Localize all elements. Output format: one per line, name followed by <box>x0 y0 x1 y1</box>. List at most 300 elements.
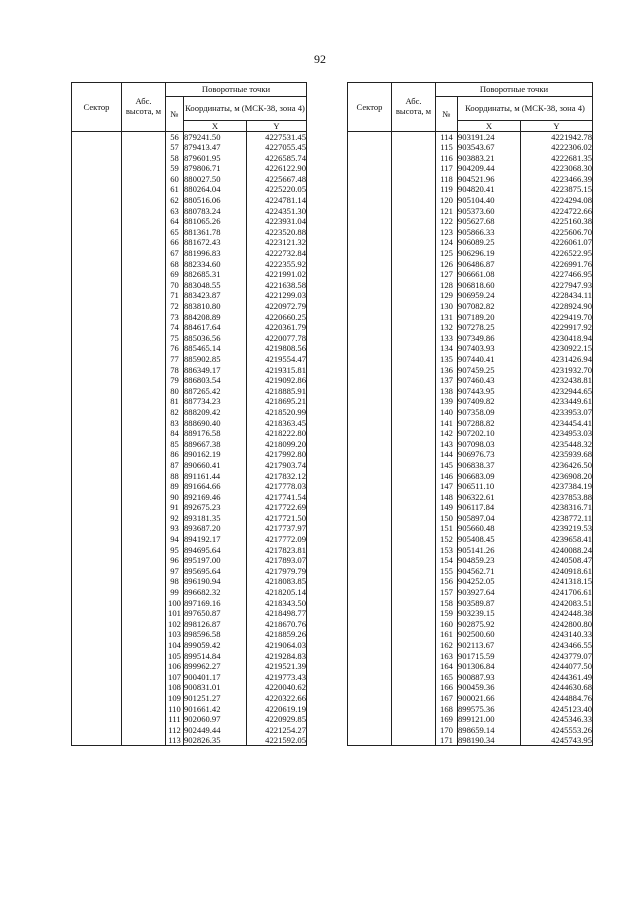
table-row <box>72 132 307 143</box>
point-number: 106 <box>166 661 184 672</box>
header-y: Y <box>247 121 307 132</box>
x-coordinate: 882685.31 <box>184 269 247 280</box>
x-coordinate: 884617.64 <box>184 322 247 333</box>
y-coordinate: 4226522.95 <box>521 248 593 259</box>
coordinates-table-right <box>347 82 593 746</box>
x-coordinate: 906683.09 <box>458 471 521 482</box>
y-coordinate: 4232438.81 <box>521 375 593 386</box>
point-number: 119 <box>436 184 458 195</box>
point-number: 169 <box>436 714 458 725</box>
y-coordinate: 4218343.50 <box>247 598 307 609</box>
y-coordinate: 4227055.45 <box>247 142 307 153</box>
point-number: 115 <box>436 142 458 153</box>
x-coordinate: 885036.56 <box>184 333 247 344</box>
y-coordinate: 4240508.47 <box>521 555 593 566</box>
point-number: 126 <box>436 259 458 270</box>
point-number: 163 <box>436 651 458 662</box>
y-coordinate: 4220322.66 <box>247 693 307 704</box>
y-coordinate: 4219773.43 <box>247 672 307 683</box>
x-coordinate: 879601.95 <box>184 153 247 164</box>
sector-cell <box>348 132 392 746</box>
x-coordinate: 905104.40 <box>458 195 521 206</box>
header-number: № <box>436 97 458 132</box>
x-coordinate: 893687.20 <box>184 523 247 534</box>
x-coordinate: 901306.84 <box>458 661 521 672</box>
point-number: 98 <box>166 576 184 587</box>
y-coordinate: 4237853.88 <box>521 492 593 503</box>
y-coordinate: 4222355.92 <box>247 259 307 270</box>
y-coordinate: 4222732.84 <box>247 248 307 259</box>
y-coordinate: 4231932.70 <box>521 365 593 376</box>
x-coordinate: 893181.35 <box>184 513 247 524</box>
x-coordinate: 895695.64 <box>184 566 247 577</box>
y-coordinate: 4236908.20 <box>521 471 593 482</box>
x-coordinate: 902500.60 <box>458 629 521 640</box>
x-coordinate: 886803.54 <box>184 375 247 386</box>
y-coordinate: 4242083.51 <box>521 598 593 609</box>
point-number: 96 <box>166 555 184 566</box>
point-number: 154 <box>436 555 458 566</box>
x-coordinate: 905897.04 <box>458 513 521 524</box>
y-coordinate: 4235939.68 <box>521 449 593 460</box>
x-coordinate: 882334.60 <box>184 259 247 270</box>
point-number: 74 <box>166 322 184 333</box>
point-number: 134 <box>436 343 458 354</box>
x-coordinate: 898126.87 <box>184 619 247 630</box>
point-number: 112 <box>166 725 184 736</box>
y-coordinate: 4218498.77 <box>247 608 307 619</box>
point-number: 158 <box>436 598 458 609</box>
x-coordinate: 883810.80 <box>184 301 247 312</box>
y-coordinate: 4244361.49 <box>521 672 593 683</box>
point-number: 124 <box>436 237 458 248</box>
y-coordinate: 4228924.90 <box>521 301 593 312</box>
y-coordinate: 4229917.92 <box>521 322 593 333</box>
y-coordinate: 4226991.76 <box>521 259 593 270</box>
y-coordinate: 4223931.04 <box>247 216 307 227</box>
header-coordinates: Координаты, м (МСК-38, зона 4) <box>458 97 593 121</box>
point-number: 133 <box>436 333 458 344</box>
point-number: 73 <box>166 312 184 323</box>
point-number: 97 <box>166 566 184 577</box>
y-coordinate: 4219284.83 <box>247 651 307 662</box>
y-coordinate: 4217832.12 <box>247 471 307 482</box>
y-coordinate: 4221638.58 <box>247 280 307 291</box>
x-coordinate: 899121.00 <box>458 714 521 725</box>
point-number: 72 <box>166 301 184 312</box>
x-coordinate: 902449.44 <box>184 725 247 736</box>
y-coordinate: 4220077.78 <box>247 333 307 344</box>
point-number: 161 <box>436 629 458 640</box>
point-number: 108 <box>166 682 184 693</box>
x-coordinate: 906117.84 <box>458 502 521 513</box>
x-coordinate: 905141.26 <box>458 545 521 556</box>
y-coordinate: 4230418.94 <box>521 333 593 344</box>
y-coordinate: 4244077.50 <box>521 661 593 672</box>
point-number: 88 <box>166 471 184 482</box>
x-coordinate: 907278.25 <box>458 322 521 333</box>
x-coordinate: 906818.60 <box>458 280 521 291</box>
coordinates-table-left <box>71 82 307 746</box>
y-coordinate: 4223875.15 <box>521 184 593 195</box>
point-number: 156 <box>436 576 458 587</box>
y-coordinate: 4242448.38 <box>521 608 593 619</box>
point-number: 111 <box>166 714 184 725</box>
y-coordinate: 4233449.61 <box>521 396 593 407</box>
y-coordinate: 4217722.69 <box>247 502 307 513</box>
x-coordinate: 900831.01 <box>184 682 247 693</box>
point-number: 68 <box>166 259 184 270</box>
point-number: 145 <box>436 460 458 471</box>
y-coordinate: 4224722.66 <box>521 206 593 217</box>
x-coordinate: 887734.23 <box>184 396 247 407</box>
x-coordinate: 904252.05 <box>458 576 521 587</box>
x-coordinate: 900021.66 <box>458 693 521 704</box>
y-coordinate: 4220361.79 <box>247 322 307 333</box>
x-coordinate: 902826.35 <box>184 735 247 746</box>
y-coordinate: 4217979.79 <box>247 566 307 577</box>
y-coordinate: 4219315.81 <box>247 365 307 376</box>
y-coordinate: 4233953.07 <box>521 407 593 418</box>
point-number: 147 <box>436 481 458 492</box>
y-coordinate: 4220972.79 <box>247 301 307 312</box>
y-coordinate: 4218520.99 <box>247 407 307 418</box>
point-number: 152 <box>436 534 458 545</box>
x-coordinate: 907288.82 <box>458 418 521 429</box>
x-coordinate: 906959.24 <box>458 290 521 301</box>
sector-cell <box>72 132 122 746</box>
y-coordinate: 4217778.03 <box>247 481 307 492</box>
x-coordinate: 899059.42 <box>184 640 247 651</box>
y-coordinate: 4217772.09 <box>247 534 307 545</box>
header-x: X <box>184 121 247 132</box>
point-number: 118 <box>436 174 458 185</box>
y-coordinate: 4223520.88 <box>247 227 307 238</box>
point-number: 116 <box>436 153 458 164</box>
y-coordinate: 4218695.21 <box>247 396 307 407</box>
x-coordinate: 905627.68 <box>458 216 521 227</box>
point-number: 89 <box>166 481 184 492</box>
point-number: 131 <box>436 312 458 323</box>
point-number: 105 <box>166 651 184 662</box>
x-coordinate: 892169.46 <box>184 492 247 503</box>
point-number: 83 <box>166 418 184 429</box>
point-number: 94 <box>166 534 184 545</box>
point-number: 170 <box>436 725 458 736</box>
table-row <box>348 132 593 143</box>
point-number: 151 <box>436 523 458 534</box>
point-number: 95 <box>166 545 184 556</box>
point-number: 56 <box>166 132 184 143</box>
y-coordinate: 4218670.76 <box>247 619 307 630</box>
point-number: 149 <box>436 502 458 513</box>
point-number: 138 <box>436 386 458 397</box>
x-coordinate: 903883.21 <box>458 153 521 164</box>
x-coordinate: 881996.83 <box>184 248 247 259</box>
y-coordinate: 4221254.27 <box>247 725 307 736</box>
x-coordinate: 903191.24 <box>458 132 521 143</box>
y-coordinate: 4240918.61 <box>521 566 593 577</box>
y-coordinate: 4232944.65 <box>521 386 593 397</box>
point-number: 100 <box>166 598 184 609</box>
x-coordinate: 880264.04 <box>184 184 247 195</box>
point-number: 141 <box>436 418 458 429</box>
y-coordinate: 4239658.41 <box>521 534 593 545</box>
point-number: 121 <box>436 206 458 217</box>
y-coordinate: 4220040.62 <box>247 682 307 693</box>
point-number: 87 <box>166 460 184 471</box>
x-coordinate: 880783.24 <box>184 206 247 217</box>
point-number: 79 <box>166 375 184 386</box>
point-number: 84 <box>166 428 184 439</box>
x-coordinate: 888690.40 <box>184 418 247 429</box>
y-coordinate: 4231426.94 <box>521 354 593 365</box>
point-number: 69 <box>166 269 184 280</box>
point-number: 85 <box>166 439 184 450</box>
point-number: 142 <box>436 428 458 439</box>
x-coordinate: 904562.71 <box>458 566 521 577</box>
x-coordinate: 880027.50 <box>184 174 247 185</box>
x-coordinate: 879806.71 <box>184 163 247 174</box>
x-coordinate: 888209.42 <box>184 407 247 418</box>
point-number: 103 <box>166 629 184 640</box>
point-number: 99 <box>166 587 184 598</box>
point-number: 140 <box>436 407 458 418</box>
point-number: 153 <box>436 545 458 556</box>
x-coordinate: 898659.14 <box>458 725 521 736</box>
point-number: 102 <box>166 619 184 630</box>
x-coordinate: 886349.17 <box>184 365 247 376</box>
point-number: 109 <box>166 693 184 704</box>
y-coordinate: 4241318.15 <box>521 576 593 587</box>
point-number: 59 <box>166 163 184 174</box>
point-number: 162 <box>436 640 458 651</box>
x-coordinate: 897169.16 <box>184 598 247 609</box>
y-coordinate: 4240088.24 <box>521 545 593 556</box>
x-coordinate: 905866.33 <box>458 227 521 238</box>
altitude-cell <box>392 132 436 746</box>
point-number: 165 <box>436 672 458 683</box>
y-coordinate: 4218363.45 <box>247 418 307 429</box>
y-coordinate: 4225160.38 <box>521 216 593 227</box>
x-coordinate: 907349.86 <box>458 333 521 344</box>
x-coordinate: 889667.38 <box>184 439 247 450</box>
x-coordinate: 903543.67 <box>458 142 521 153</box>
y-coordinate: 4238316.71 <box>521 502 593 513</box>
point-number: 93 <box>166 523 184 534</box>
point-number: 168 <box>436 704 458 715</box>
point-number: 61 <box>166 184 184 195</box>
x-coordinate: 906976.73 <box>458 449 521 460</box>
x-coordinate: 906838.37 <box>458 460 521 471</box>
x-coordinate: 906296.19 <box>458 248 521 259</box>
x-coordinate: 903589.87 <box>458 598 521 609</box>
y-coordinate: 4236426.50 <box>521 460 593 471</box>
y-coordinate: 4217992.80 <box>247 449 307 460</box>
y-coordinate: 4218083.85 <box>247 576 307 587</box>
point-number: 160 <box>436 619 458 630</box>
y-coordinate: 4224294.08 <box>521 195 593 206</box>
x-coordinate: 907358.09 <box>458 407 521 418</box>
y-coordinate: 4217737.97 <box>247 523 307 534</box>
x-coordinate: 895197.00 <box>184 555 247 566</box>
y-coordinate: 4218859.26 <box>247 629 307 640</box>
x-coordinate: 897650.87 <box>184 608 247 619</box>
y-coordinate: 4245743.95 <box>521 735 593 746</box>
y-coordinate: 4222306.02 <box>521 142 593 153</box>
header-turning-points: Поворотные точки <box>166 83 307 97</box>
point-number: 146 <box>436 471 458 482</box>
y-coordinate: 4223068.30 <box>521 163 593 174</box>
y-coordinate: 4225220.05 <box>247 184 307 195</box>
point-number: 76 <box>166 343 184 354</box>
x-coordinate: 899962.27 <box>184 661 247 672</box>
x-coordinate: 907202.10 <box>458 428 521 439</box>
y-coordinate: 4224351.30 <box>247 206 307 217</box>
altitude-cell <box>122 132 166 746</box>
y-coordinate: 4243140.33 <box>521 629 593 640</box>
point-number: 127 <box>436 269 458 280</box>
point-number: 63 <box>166 206 184 217</box>
point-number: 164 <box>436 661 458 672</box>
point-number: 122 <box>436 216 458 227</box>
point-number: 132 <box>436 322 458 333</box>
point-number: 101 <box>166 608 184 619</box>
y-coordinate: 4221991.02 <box>247 269 307 280</box>
y-coordinate: 4219554.47 <box>247 354 307 365</box>
y-coordinate: 4245346.33 <box>521 714 593 725</box>
point-number: 137 <box>436 375 458 386</box>
x-coordinate: 907082.82 <box>458 301 521 312</box>
x-coordinate: 884208.89 <box>184 312 247 323</box>
y-coordinate: 4241706.61 <box>521 587 593 598</box>
header-altitude: Абс. высота, м <box>392 83 436 132</box>
point-number: 123 <box>436 227 458 238</box>
point-number: 80 <box>166 386 184 397</box>
x-coordinate: 907098.03 <box>458 439 521 450</box>
x-coordinate: 883048.55 <box>184 280 247 291</box>
point-number: 71 <box>166 290 184 301</box>
header-coordinates: Координаты, м (МСК-38, зона 4) <box>184 97 307 121</box>
point-number: 125 <box>436 248 458 259</box>
point-number: 130 <box>436 301 458 312</box>
y-coordinate: 4217903.74 <box>247 460 307 471</box>
x-coordinate: 906089.25 <box>458 237 521 248</box>
x-coordinate: 902113.67 <box>458 640 521 651</box>
x-coordinate: 902875.92 <box>458 619 521 630</box>
y-coordinate: 4217823.81 <box>247 545 307 556</box>
x-coordinate: 885902.85 <box>184 354 247 365</box>
y-coordinate: 4219521.39 <box>247 661 307 672</box>
x-coordinate: 907189.20 <box>458 312 521 323</box>
x-coordinate: 892675.23 <box>184 502 247 513</box>
x-coordinate: 907409.82 <box>458 396 521 407</box>
point-number: 70 <box>166 280 184 291</box>
header-turning-points: Поворотные точки <box>436 83 593 97</box>
x-coordinate: 896682.32 <box>184 587 247 598</box>
point-number: 86 <box>166 449 184 460</box>
x-coordinate: 907460.43 <box>458 375 521 386</box>
point-number: 91 <box>166 502 184 513</box>
y-coordinate: 4219808.56 <box>247 343 307 354</box>
point-number: 144 <box>436 449 458 460</box>
point-number: 65 <box>166 227 184 238</box>
y-coordinate: 4218205.14 <box>247 587 307 598</box>
y-coordinate: 4243779.07 <box>521 651 593 662</box>
y-coordinate: 4229419.70 <box>521 312 593 323</box>
point-number: 171 <box>436 735 458 746</box>
x-coordinate: 899514.84 <box>184 651 247 662</box>
x-coordinate: 881361.78 <box>184 227 247 238</box>
x-coordinate: 903927.64 <box>458 587 521 598</box>
y-coordinate: 4245123.40 <box>521 704 593 715</box>
point-number: 114 <box>436 132 458 143</box>
point-number: 157 <box>436 587 458 598</box>
point-number: 104 <box>166 640 184 651</box>
y-coordinate: 4242800.80 <box>521 619 593 630</box>
x-coordinate: 879241.50 <box>184 132 247 143</box>
y-coordinate: 4227466.95 <box>521 269 593 280</box>
x-coordinate: 901251.27 <box>184 693 247 704</box>
point-number: 120 <box>436 195 458 206</box>
x-coordinate: 906661.08 <box>458 269 521 280</box>
y-coordinate: 4245553.26 <box>521 725 593 736</box>
point-number: 159 <box>436 608 458 619</box>
x-coordinate: 906486.87 <box>458 259 521 270</box>
y-coordinate: 4224781.14 <box>247 195 307 206</box>
y-coordinate: 4223466.39 <box>521 174 593 185</box>
x-coordinate: 879413.47 <box>184 142 247 153</box>
x-coordinate: 898596.58 <box>184 629 247 640</box>
y-coordinate: 4238772.11 <box>521 513 593 524</box>
y-coordinate: 4221299.03 <box>247 290 307 301</box>
point-number: 60 <box>166 174 184 185</box>
x-coordinate: 904521.96 <box>458 174 521 185</box>
x-coordinate: 887265.42 <box>184 386 247 397</box>
y-coordinate: 4218885.91 <box>247 386 307 397</box>
y-coordinate: 4220660.25 <box>247 312 307 323</box>
x-coordinate: 891161.44 <box>184 471 247 482</box>
y-coordinate: 4225667.48 <box>247 174 307 185</box>
y-coordinate: 4239219.53 <box>521 523 593 534</box>
y-coordinate: 4243466.55 <box>521 640 593 651</box>
x-coordinate: 883423.87 <box>184 290 247 301</box>
y-coordinate: 4227531.45 <box>247 132 307 143</box>
y-coordinate: 4226122.90 <box>247 163 307 174</box>
x-coordinate: 896190.94 <box>184 576 247 587</box>
header-sector: Сектор <box>72 83 122 132</box>
x-coordinate: 880516.06 <box>184 195 247 206</box>
header-sector: Сектор <box>348 83 392 132</box>
y-coordinate: 4217721.50 <box>247 513 307 524</box>
point-number: 167 <box>436 693 458 704</box>
point-number: 139 <box>436 396 458 407</box>
point-number: 129 <box>436 290 458 301</box>
y-coordinate: 4217741.54 <box>247 492 307 503</box>
y-coordinate: 4223121.32 <box>247 237 307 248</box>
y-coordinate: 4228434.11 <box>521 290 593 301</box>
y-coordinate: 4244630.68 <box>521 682 593 693</box>
x-coordinate: 905373.60 <box>458 206 521 217</box>
x-coordinate: 907443.95 <box>458 386 521 397</box>
x-coordinate: 891664.66 <box>184 481 247 492</box>
x-coordinate: 890660.41 <box>184 460 247 471</box>
point-number: 81 <box>166 396 184 407</box>
y-coordinate: 4220929.85 <box>247 714 307 725</box>
point-number: 128 <box>436 280 458 291</box>
x-coordinate: 881672.43 <box>184 237 247 248</box>
point-number: 82 <box>166 407 184 418</box>
